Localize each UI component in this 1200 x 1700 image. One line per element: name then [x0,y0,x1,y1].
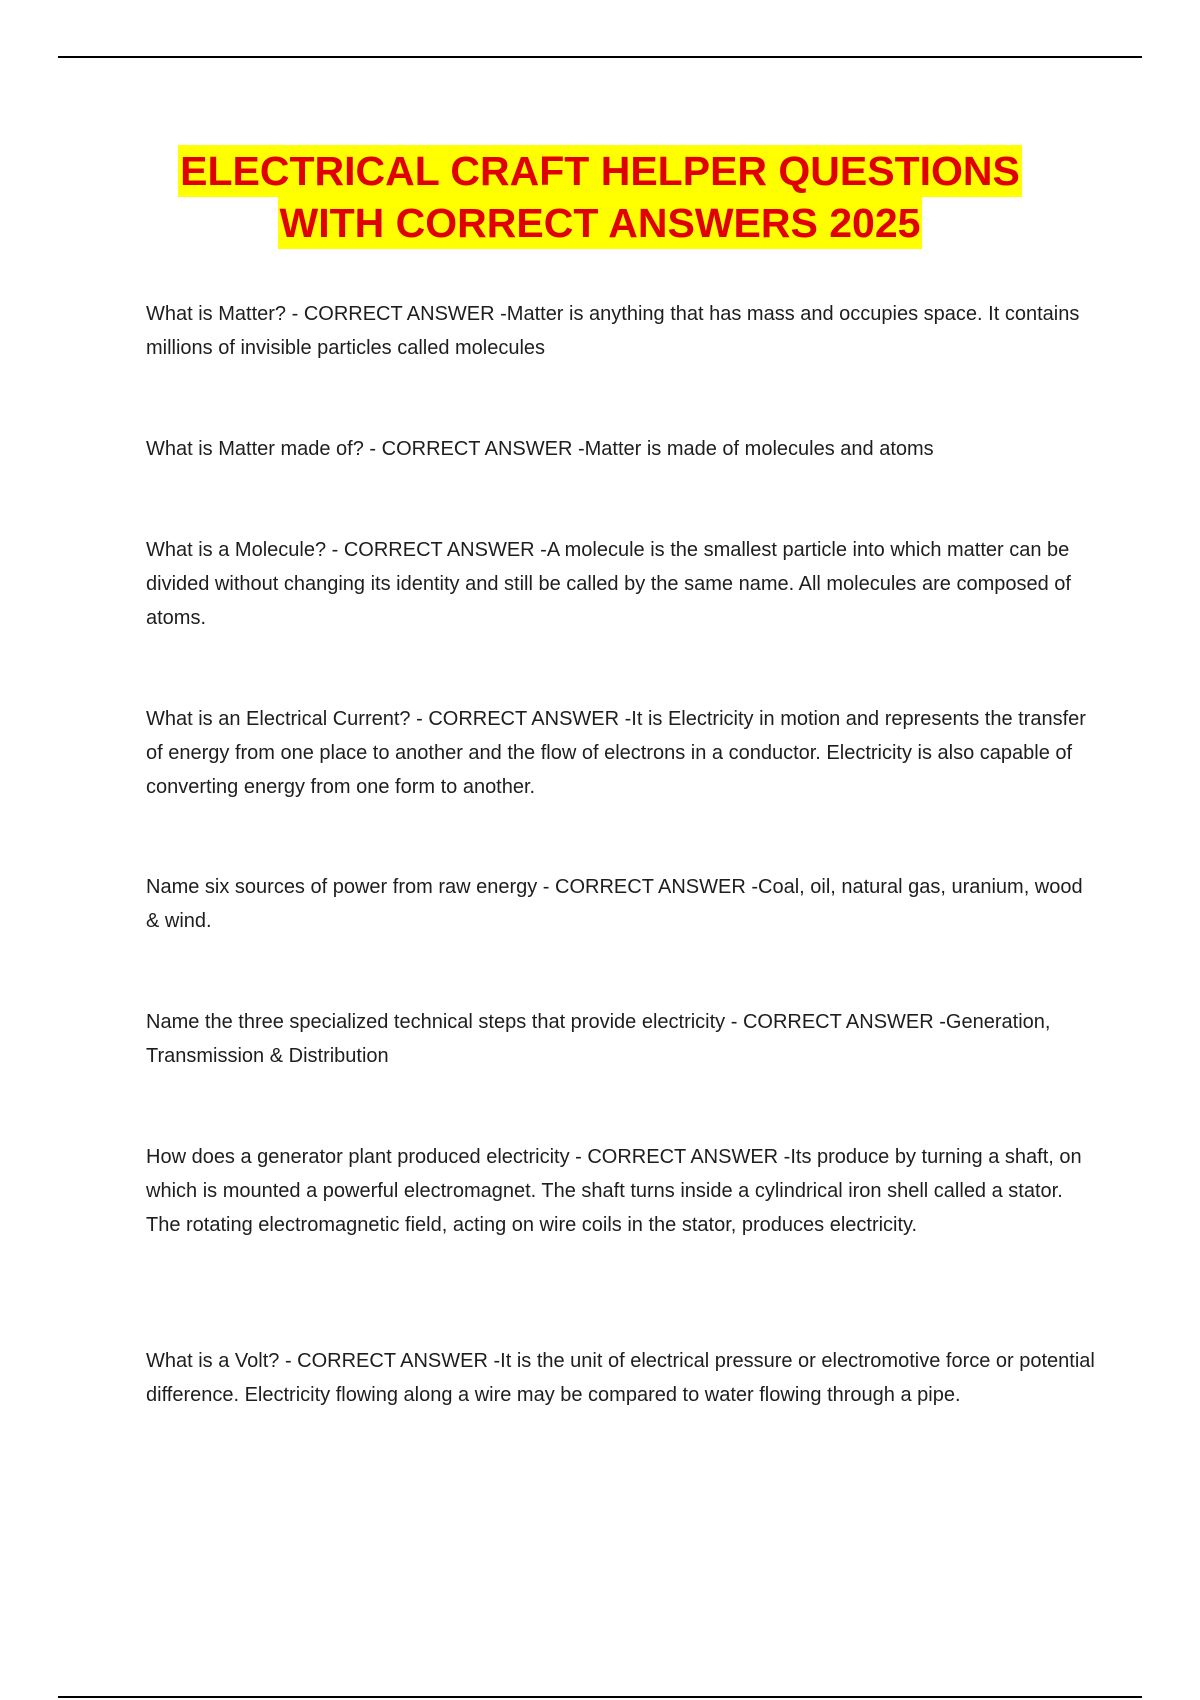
qa-item-technical-steps: Name the three specialized technical steps that provide electricity - CORRECT ANSWER -Generation, Transmission & Distribution [146,1011,1051,1067]
top-rule [58,56,1142,58]
qa-item-power-sources: Name six sources of power from raw energy - CORRECT ANSWER -Coal, oil, natural gas, uranium, wood & wind. [146,876,1083,932]
qa-item-volt: What is a Volt? - CORRECT ANSWER -It is the unit of electrical pressure or electromotive force or potential difference. Electricity flowing along a wire may be compared to water flowing through a pipe. [146,1350,1095,1406]
document-title [0,145,1200,249]
qa-item-electrical-current: What is an Electrical Current? - CORRECT ANSWER -It is Electricity in motion and represents the transfer of energy from one place to another and the flow of electrons in a conductor. Electricity is also capable of converting energy from one form to another. [146,708,1086,798]
bottom-rule [58,1696,1142,1698]
title-line-2: WITH CORRECT ANSWERS 2025 [278,197,923,249]
qa-item-matter-made-of: What is Matter made of? - CORRECT ANSWER -Matter is made of molecules and atoms [146,438,934,460]
qa-item-generator-plant: How does a generator plant produced electricity - CORRECT ANSWER -Its produce by turning a shaft, on which is mounted a powerful electromagnet. The shaft turns inside a cylindrical iron shell called a stator. The rotating electromagnetic field, acting on wire coils in the stator, produces electricity. [146,1146,1082,1236]
qa-item-molecule: What is a Molecule? - CORRECT ANSWER -A molecule is the smallest particle into which matter can be divided without changing its identity and still be called by the same name. All molecules are composed of atoms. [146,539,1071,629]
title-line-1: ELECTRICAL CRAFT HELPER QUESTIONS [178,145,1022,197]
qa-item-matter: What is Matter? - CORRECT ANSWER -Matter is anything that has mass and occupies space. It contains millions of invisible particles called molecules [146,303,1080,359]
